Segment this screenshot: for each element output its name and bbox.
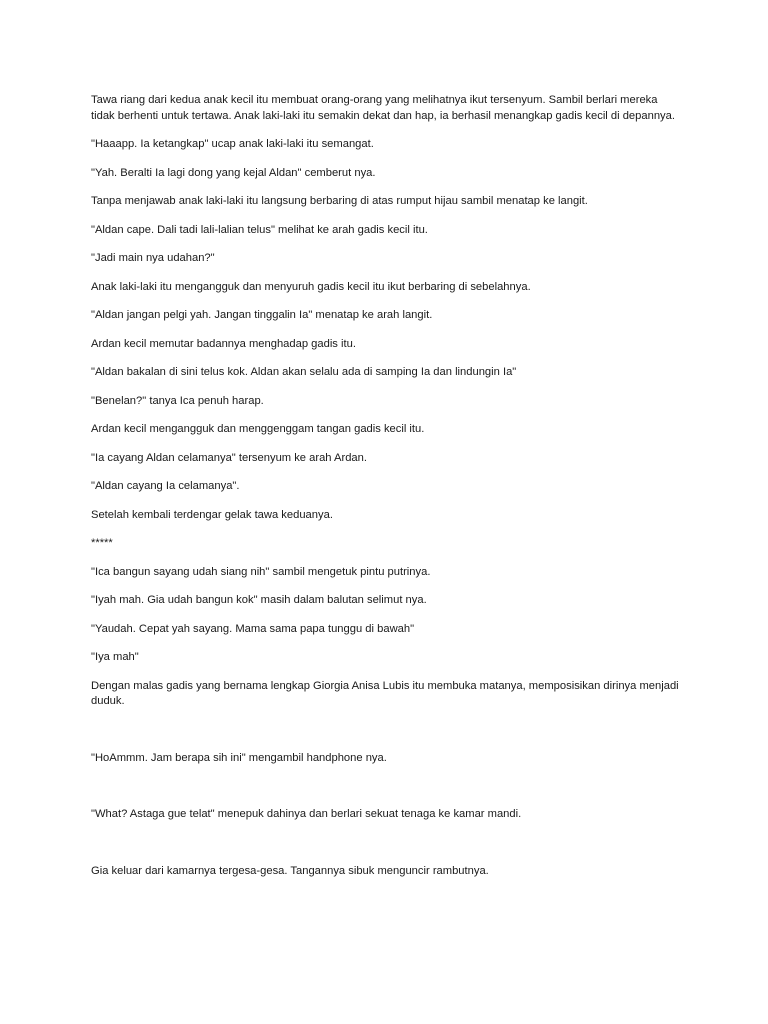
paragraph: "What? Astaga gue telat" menepuk dahinya dan berlari sekuat tenaga ke kamar mandi.	[91, 808, 522, 820]
paragraph: "Yah. Beralti Ia lagi dong yang kejal Aldan" cemberut nya.	[91, 166, 376, 179]
paragraph: Dengan malas gadis yang bernama lengkap Giorgia Anisa Lubis itu membuka matanya, memposisikan dirinya menjadi duduk.	[91, 679, 679, 707]
document-body	[91, 93, 683, 892]
paragraph: "Haaapp. Ia ketangkap" ucap anak laki-laki itu semangat.	[91, 138, 374, 150]
paragraph: "Iya mah"	[91, 651, 139, 663]
paragraph: "Yaudah. Cepat yah sayang. Mama sama papa tunggu di bawah"	[91, 622, 415, 635]
paragraph: Tawa riang dari kedua anak kecil itu membuat orang-orang yang melihatnya ikut tersenyum. Sambil berlari mereka tidak berhenti untuk tertawa. Anak laki-laki itu semakin dekat dan hap, ia berhasil menangkap gadis kecil di depannya.	[91, 94, 675, 122]
paragraph: "Aldan cayang Ia celamanya".	[91, 480, 240, 492]
paragraph: "Aldan jangan pelgi yah. Jangan tinggalin Ia" menatap ke arah langit.	[91, 309, 433, 321]
paragraph: Ardan kecil memutar badannya menghadap gadis itu.	[91, 337, 356, 350]
paragraph: Ardan kecil mengangguk dan menggenggam tangan gadis kecil itu.	[91, 423, 425, 435]
paragraph: "Aldan cape. Dali tadi lali-lalian telus" melihat ke arah gadis kecil itu.	[91, 223, 428, 236]
paragraph: "HoAmmm. Jam berapa sih ini" mengambil handphone nya.	[91, 751, 387, 764]
scene-separator: *****	[91, 537, 113, 549]
paragraph: Tanpa menjawab anak laki-laki itu langsung berbaring di atas rumput hijau sambil menatap ke langit.	[91, 195, 588, 207]
paragraph: Gia keluar dari kamarnya tergesa-gesa. Tangannya sibuk menguncir rambutnya.	[91, 864, 489, 877]
paragraph: "Jadi main nya udahan?"	[91, 252, 215, 264]
paragraph: "Iyah mah. Gia udah bangun kok" masih dalam balutan selimut nya.	[91, 594, 427, 606]
paragraph: "Aldan bakalan di sini telus kok. Aldan akan selalu ada di samping Ia dan lindungin Ia"	[91, 366, 517, 378]
paragraph: "Ia cayang Aldan celamanya" tersenyum ke arah Ardan.	[91, 451, 367, 464]
paragraph: Setelah kembali terdengar gelak tawa keduanya.	[91, 508, 333, 521]
paragraph: "Ica bangun sayang udah siang nih" sambil mengetuk pintu putrinya.	[91, 565, 431, 578]
paragraph: "Benelan?" tanya Ica penuh harap.	[91, 394, 264, 407]
paragraph: Anak laki-laki itu mengangguk dan menyuruh gadis kecil itu ikut berbaring di sebelahnya.	[91, 280, 531, 293]
